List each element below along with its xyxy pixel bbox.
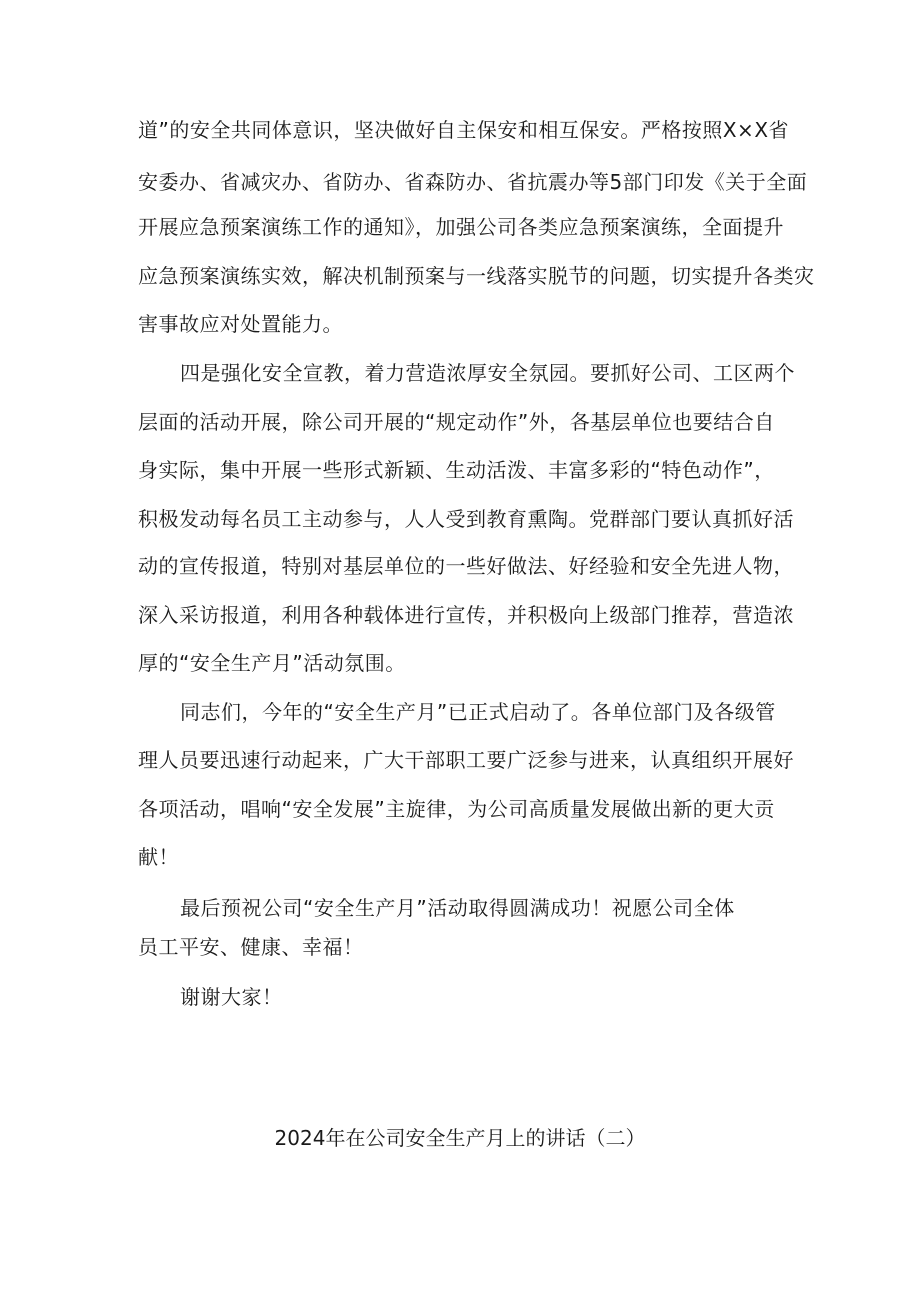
paragraph-line: 深入采访报道，利用各种载体进行宣传，并积极向上级部门推荐，营造浓	[138, 603, 794, 627]
paragraph-line: 积极发动每名员工主动参与，人人受到教育熏陶。党群部门要认真抓好活	[138, 507, 794, 531]
paragraph-line: 层面的活动开展，除公司开展的“规定动作”外，各基层单位也要结合自	[138, 410, 775, 434]
paragraph-line: 安委办、省减灾办、省防办、省森防办、省抗震办等5部门印发《关于全面	[138, 170, 808, 194]
paragraph-line: 道”的安全共同体意识，坚决做好自主保安和相互保安。严格按照X×X省	[138, 118, 790, 142]
document-title: 2024年在公司安全生产月上的讲话（二）	[274, 1126, 646, 1150]
paragraph-line: 员工平安、健康、幸福！	[138, 935, 364, 959]
paragraph-line: 各项活动，唱响“安全发展”主旋律，为公司高质量发展做出新的更大贡	[138, 797, 775, 821]
paragraph-line: 厚的“安全生产月”活动氛围。	[138, 651, 406, 675]
paragraph-line: 动的宣传报道，特别对基层单位的一些好做法、好经验和安全先进人物，	[138, 554, 794, 578]
paragraph-line: 应急预案演练实效，解决机制预案与一线落实脱节的问题，切实提升各类灾	[138, 264, 815, 288]
paragraph-line: 害事故应对处置能力。	[138, 312, 343, 336]
paragraph-line: 谢谢大家！	[180, 985, 283, 1009]
paragraph-line: 同志们，今年的“安全生产月”已正式启动了。各单位部门及各级管	[180, 700, 776, 724]
paragraph-line: 身实际，集中开展一些形式新颖、生动活泼、丰富多彩的“特色动作”，	[138, 458, 775, 482]
paragraph-line: 理人员要迅速行动起来，广大干部职工要广泛参与进来，认真组织开展好	[138, 748, 794, 772]
paragraph-line: 四是强化安全宣教，着力营造浓厚安全氛园。要抓好公司、工区两个	[180, 361, 795, 385]
paragraph-line: 献！	[138, 845, 179, 869]
paragraph-line: 最后预祝公司“安全生产月”活动取得圆满成功！祝愿公司全体	[180, 896, 735, 920]
paragraph-line: 开展应急预案演练工作的通知》，加强公司各类应急预案演练，全面提升	[138, 215, 784, 239]
